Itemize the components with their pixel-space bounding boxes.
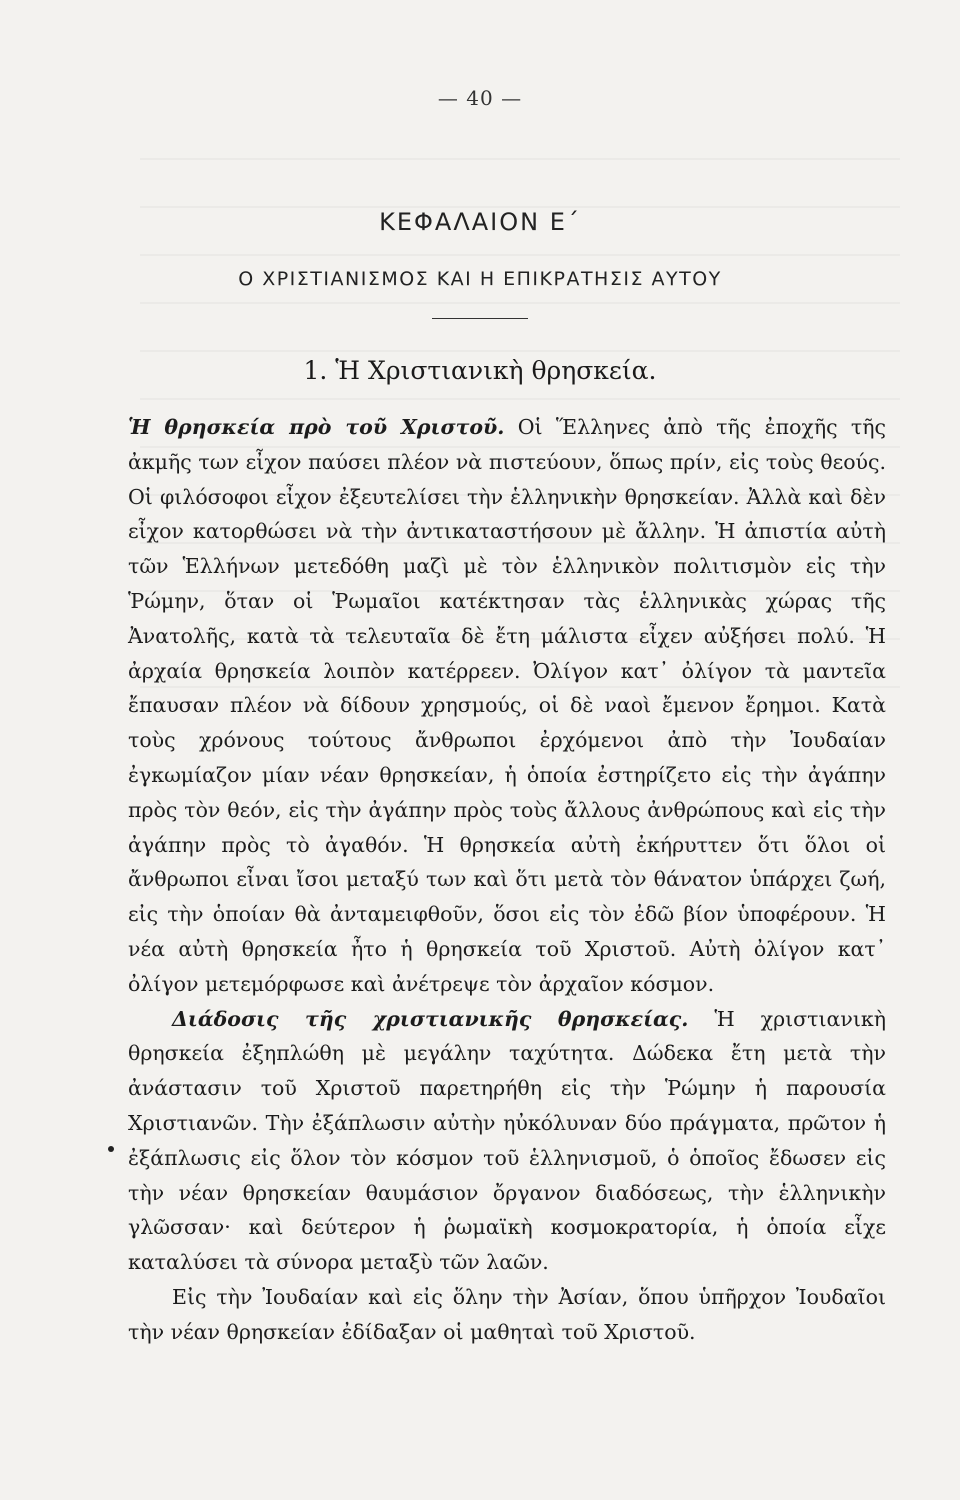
section-title: 1. Ἡ Χριστιανικὴ θρησκεία. <box>303 356 657 385</box>
margin-mark <box>108 1146 114 1152</box>
paragraph-heading: Ἡ θρησκεία πρὸ τοῦ Χριστοῦ. <box>128 415 505 439</box>
paragraph-spread-of-christianity <box>128 1002 886 1280</box>
page-number: — 40 — <box>437 86 523 110</box>
title-divider <box>432 318 528 319</box>
chapter-subtitle: Ο ΧΡΙΣΤΙΑΝΙΣΜΟΣ ΚΑΙ Η ΕΠΙΚΡΑΤΗΣΙΣ ΑΥΤΟΥ <box>238 268 722 290</box>
paragraph-text: Ἡ χριστιανικὴ θρησκεία ἐξηπλώθη μὲ μεγάλην ταχύτητα. Δώδεκα ἔτη μετὰ τὴν ἀνάστασιν τοῦ Χριστοῦ παρετηρήθη εἰς τὴν Ῥώμην ἡ παρουσία Χριστιανῶν. Τὴν ἐξάπλωσιν αὐτὴν ηὐκόλυναν δύο πράγματα, πρῶτον ἡ ἐξάπλωσις εἰς ὅλον τὸν κόσμον τοῦ ἑλληνισμοῦ, ὁ ὁποῖος ἔδωσεν εἰς τὴν νέαν θρησκείαν θαυμάσιον ὄργανον διαδόσεως, τὴν ἑλληνικὴν γλῶσσαν· καὶ δεύτερον ἡ ῥωμαϊκὴ κοσμοκρατορία, ἡ ὁποία εἶχε καταλύσει τὰ σύνορα μεταξὺ τῶν λαῶν. <box>128 1006 886 1275</box>
body-text <box>128 410 886 1350</box>
paragraph-text: Εἰς τὴν Ἰουδαίαν καὶ εἰς ὅλην τὴν Ἀσίαν, ὅπου ὑπῆρχον Ἰουδαῖοι τὴν νέαν θρησκείαν ἐδίδαξαν οἱ μαθηταὶ τοῦ Χριστοῦ. <box>128 1284 886 1344</box>
paragraph-heading: Διάδοσις τῆς χριστιανικῆς θρησκείας. <box>172 1006 689 1031</box>
chapter-title: ΚΕΦΑΛΑΙΟΝ Ε΄ <box>379 208 581 236</box>
paragraph-judea-asia <box>128 1280 886 1350</box>
paragraph-text: Οἱ Ἕλληνες ἀπὸ τῆς ἐποχῆς τῆς ἀκμῆς των εἶχον παύσει πλέον νὰ πιστεύουν, ὅπως πρίν, εἰς τοὺς θεούς. Οἱ φιλόσοφοι εἶχον ἐξευτελίσει τὴν ἑλληνικὴν θρησκείαν. Ἀλλὰ καὶ δὲν εἶχον κατορθώσει νὰ τὴν ἀντικαταστήσουν μὲ ἄλλην. Ἡ ἀπιστία αὐτὴ τῶν Ἑλλήνων μετεδόθη μαζὶ μὲ τὸν ἑλληνικὸν πολιτισμὸν εἰς τὴν Ῥώμην, ὅταν οἱ Ῥωμαῖοι κατέκτησαν τὰς ἑλληνικὰς χώρας τῆς Ἀνατολῆς, κατὰ τὰ τελευταῖα δὲ ἔτη μάλιστα εἶχεν αὐξήσει πολύ. Ἡ ἀρχαία θρησκεία λοιπὸν κατέρρεεν. Ὀλίγον κατ᾿ ὀλίγον τὰ μαντεῖα ἔπαυσαν πλέον νὰ δίδουν χρησμούς, οἱ δὲ ναοὶ ἔμενον ἔρημοι. Κατὰ τοὺς χρόνους τούτους ἄνθρωποι ἐρχόμενοι ἀπὸ τὴν Ἰουδαίαν ἐγκωμίαζον μίαν νέαν θρησκείαν, ἡ ὁποία ἐστηρίζετο εἰς τὴν ἀγάπην πρὸς τὸν θεόν, εἰς τὴν ἀγάπην πρὸς τοὺς ἄλλους ἀνθρώπους καὶ εἰς τὴν ἀγάπην πρὸς τὸ ἀγαθόν. Ἡ θρησκεία αὐτὴ ἐκήρυττεν ὅτι ὅλοι οἱ ἄνθρωποι εἶναι ἴσοι μεταξύ των καὶ ὅτι μετὰ τὸν θάνατον ὑπάρχει ζωή, εἰς τὴν ὁποίαν θὰ ἀνταμειφθοῦν, ὅσοι εἰς τὸν ἐδῶ βίον ὑποφέρουν. Ἡ νέα αὐτὴ θρησκεία ἦτο ἡ θρησκεία τοῦ Χριστοῦ. Αὐτὴ ὀλίγον κατ᾿ ὀλίγον μετεμόρφωσε καὶ ἀνέτρεψε τὸν ἀρχαῖον κόσμον. <box>128 415 887 996</box>
paragraph-religion-before-christ <box>128 410 886 1002</box>
